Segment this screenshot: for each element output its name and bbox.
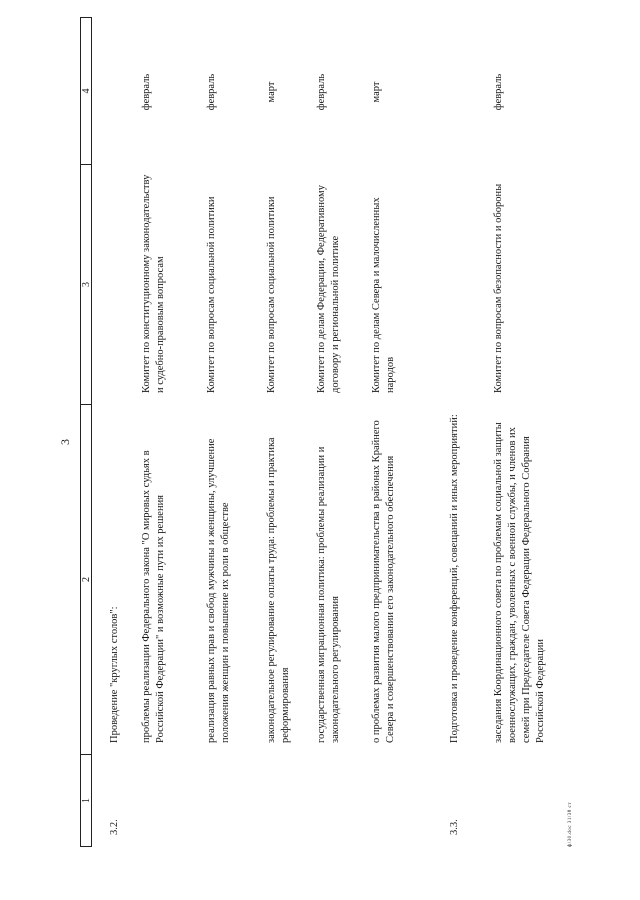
committee-name: Комитет по делам Федерации, Федеративному договору и региональной политике <box>316 185 341 393</box>
committee-name: Комитет по вопросам социальной политики <box>206 196 217 393</box>
event-title: о проблемах развития малого предпринимательства в районах Крайнего Севера и совершенствовании его законодательного обеспечения <box>371 420 396 743</box>
event-title: законодательное регулирование оплаты труда: проблемы и практика реформирования <box>266 437 291 743</box>
header-col-4: 4 <box>80 17 92 165</box>
event-title: проблемы реализации Федерального закона "О мировых судьях в Российской Федерации" и возможные пути их решения <box>141 450 166 743</box>
committee-name: Комитет по конституционному законодательству и судебно-правовым вопросам <box>141 174 166 393</box>
committee-name: Комитет по делам Севера и малочисленных народов <box>371 197 396 393</box>
header-col-2: 2 <box>80 405 92 755</box>
footer-code: ф/30.doc 31/38 ст <box>568 802 573 847</box>
section-heading: Подготовка и проведение конференций, совещаний и иных мероприятий: <box>449 414 460 743</box>
header-col-1: 1 <box>80 755 92 847</box>
row-number: 3.3. <box>449 819 460 835</box>
row-number: 3.2. <box>109 819 120 835</box>
event-month: февраль <box>493 73 504 111</box>
committee-name: Комитет по вопросам безопасности и обороны <box>493 183 504 393</box>
section-heading: Проведение "круглых столов": <box>109 606 120 743</box>
header-col-3: 3 <box>80 165 92 405</box>
event-title: государственная миграционная политика: проблемы реализации и законодательного регулирования <box>316 446 341 743</box>
event-title: реализация равных прав и свобод мужчины и женщины, улучшение положения женщин и повышение их роли в обществе <box>206 438 231 743</box>
plan-table <box>80 17 600 847</box>
committee-name: Комитет по вопросам социальной политики <box>266 196 277 393</box>
event-title: заседания Координационного совета по проблемам социальной защиты военнослужащих, граждан, уволенных с военной службы, и членов их семей при Председателе Совета Федерации Федерального Собрания Российской Федерации <box>493 422 546 743</box>
event-month: февраль <box>206 73 217 111</box>
event-month: март <box>266 81 277 103</box>
event-month: февраль <box>316 73 327 111</box>
event-month: март <box>371 81 382 103</box>
page-number: 3 <box>58 439 72 445</box>
event-month: февраль <box>141 73 152 111</box>
